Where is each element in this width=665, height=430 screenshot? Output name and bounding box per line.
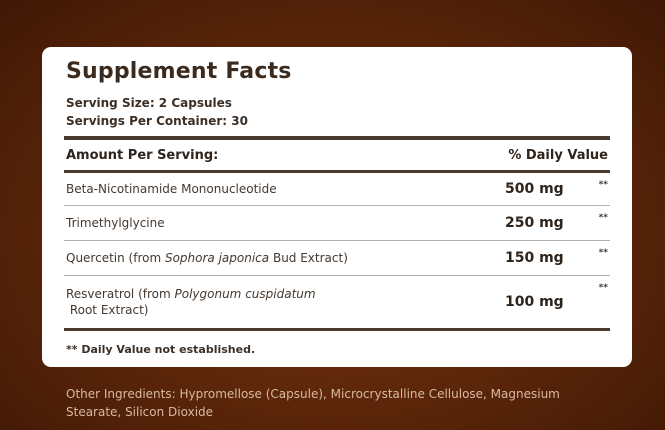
ingredient-name: Resveratrol (from Polygonum cuspidatum Root Extract) bbox=[66, 287, 316, 317]
supplement-facts-panel bbox=[42, 47, 632, 367]
servings-per-container: Servings Per Container: 30 bbox=[66, 114, 248, 128]
table-row bbox=[64, 241, 610, 276]
ingredient-amount: 100 mg bbox=[505, 294, 564, 310]
ingredient-amount: 500 mg bbox=[505, 181, 564, 197]
ingredient-dv: ** bbox=[598, 180, 608, 190]
ingredient-dv: ** bbox=[598, 213, 608, 223]
ingredient-amount: 250 mg bbox=[505, 215, 564, 231]
daily-value-label: % Daily Value bbox=[508, 147, 608, 163]
facts-title: Supplement Facts bbox=[66, 59, 292, 84]
table-row bbox=[64, 173, 610, 206]
ingredient-name: Beta-Nicotinamide Mononucleotide bbox=[66, 182, 277, 196]
ingredient-name: Quercetin (from Sophora japonica Bud Extract) bbox=[66, 251, 348, 265]
ingredient-dv: ** bbox=[598, 283, 608, 293]
ingredient-amount: 150 mg bbox=[505, 250, 564, 266]
other-ingredients: Other Ingredients: Hypromellose (Capsule), Microcrystalline Cellulose, Magnesium Stearate, Silicon Dioxide bbox=[66, 387, 560, 419]
table-row bbox=[64, 276, 610, 331]
table-row bbox=[64, 206, 610, 241]
ingredient-name: Trimethylglycine bbox=[66, 216, 165, 230]
serving-size: Serving Size: 2 Capsules bbox=[66, 96, 232, 110]
ingredient-dv: ** bbox=[598, 248, 608, 258]
facts-header-row bbox=[64, 140, 610, 173]
amount-per-serving-label: Amount Per Serving: bbox=[66, 147, 219, 163]
daily-value-footnote: ** Daily Value not established. bbox=[66, 343, 256, 356]
